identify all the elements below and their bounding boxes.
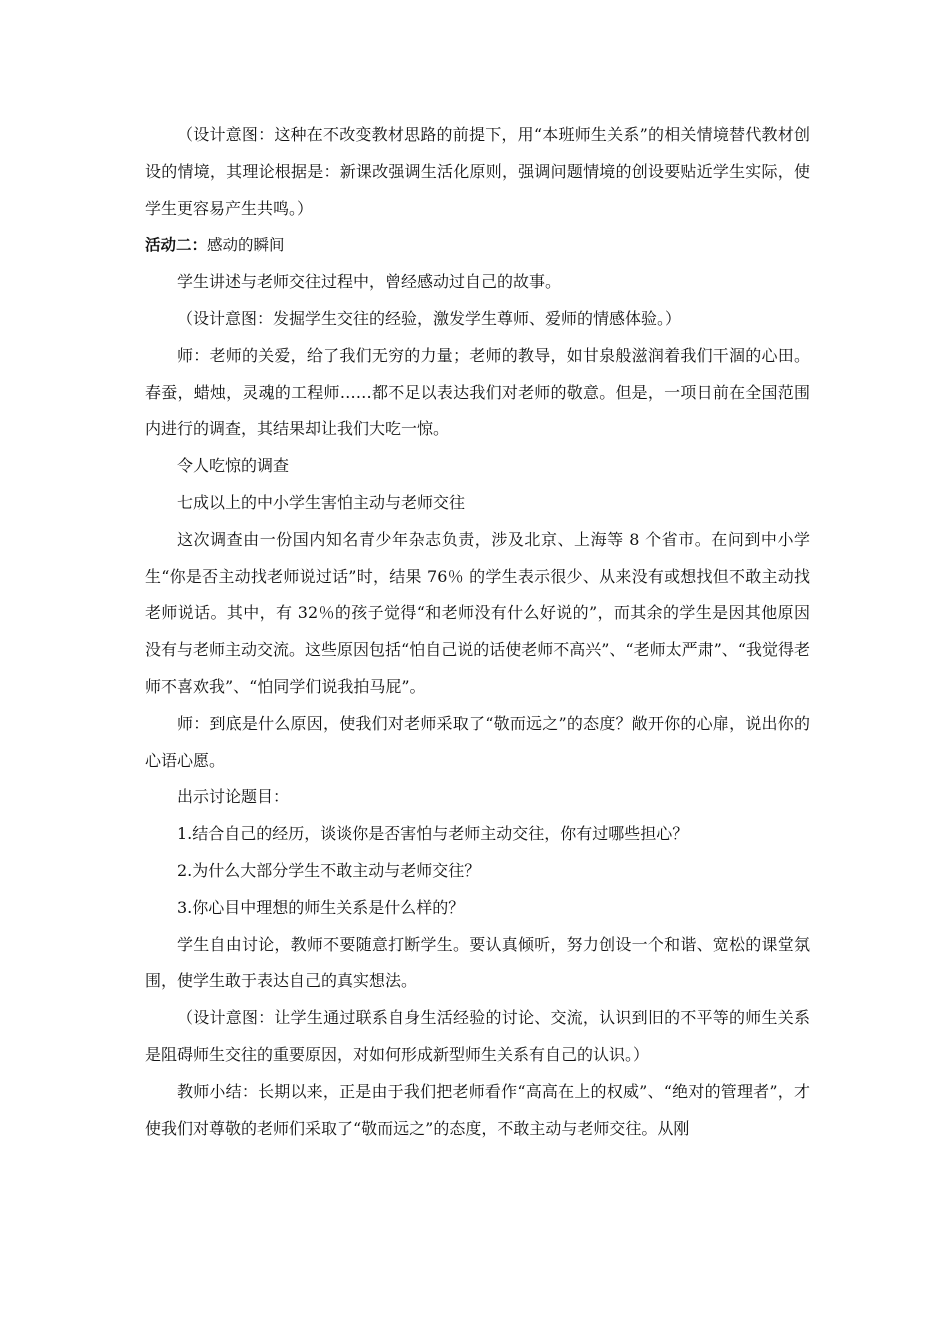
survey-body-paragraph: 这次调查由一份国内知名青少年杂志负责，涉及北京、上海等 8 个省市。在问到中小学生“你是否主动找老师说过话”时，结果 76％ 的学生表示很少、从来没有或想找但不敢主动找老师说话。其中，有 32％的孩子觉得“和老师没有什么好说的”，而其余的学生是因其他原因没有与老师主动交流。这些原因包括“怕自己说的话使老师不高兴”、“老师太严肃”、“我觉得老师不喜欢我”、“怕同学们说我拍马屁”。 bbox=[145, 529, 810, 696]
design-intent-note-1: （设计意图：这种在不改变教材思路的前提下，用“本班师生关系”的相关情境替代教材创设的情境，其理论根据是：新课改强调生活化原则，强调问题情境的创设要贴近学生实际，使学生更容易产生共鸣。） bbox=[145, 125, 810, 218]
activity-heading bbox=[145, 227, 810, 264]
design-intent-note-2: （设计意图：发掘学生交往的经验，激发学生尊师、爱师的情感体验。） bbox=[177, 308, 682, 328]
discussion-question-3: 3.你心目中理想的师生关系是什么样的？ bbox=[177, 897, 465, 917]
activity-label: 活动二： bbox=[145, 236, 208, 255]
survey-title: 令人吃惊的调查 bbox=[177, 456, 290, 476]
survey-subtitle: 七成以上的中小学生害怕主动与老师交往 bbox=[177, 492, 466, 512]
teacher-question-paragraph: 师：到底是什么原因，使我们对老师采取了“敬而远之”的态度？敞开你的心扉，说出你的心语心愿。 bbox=[145, 713, 810, 770]
teacher-remark-paragraph: 师：老师的关爱，给了我们无穷的力量；老师的教导，如甘泉般滋润着我们干涸的心田。春蚕，蜡烛，灵魂的工程师……都不足以表达我们对老师的敬意。但是，一项日前在全国范围内进行的调查，其结果却让我们大吃一惊。 bbox=[145, 345, 810, 439]
document-page bbox=[145, 117, 810, 1147]
free-discussion-paragraph: 学生自由讨论，教师不要随意打断学生。要认真倾听，努力创设一个和谐、宽松的课堂氛围，使学生敢于表达自己的真实想法。 bbox=[145, 934, 810, 991]
activity-title: 感动的瞬间 bbox=[207, 236, 285, 255]
student-story-paragraph: 学生讲述与老师交往过程中，曾经感动过自己的故事。 bbox=[177, 272, 562, 292]
teacher-summary-paragraph: 教师小结：长期以来，正是由于我们把老师看作“高高在上的权威”、“绝对的管理者”，才使我们对尊敬的老师们采取了“敬而远之”的态度，不敢主动与老师交往。从刚 bbox=[145, 1081, 810, 1138]
discussion-question-2: 2.为什么大部分学生不敢主动与老师交往？ bbox=[177, 860, 481, 880]
discussion-intro: 出示讨论题目： bbox=[177, 787, 290, 807]
discussion-question-1: 1.结合自己的经历，谈谈你是否害怕与老师主动交往，你有过哪些担心？ bbox=[177, 824, 689, 844]
design-intent-note-3: （设计意图：让学生通过联系自身生活经验的讨论、交流，认识到旧的不平等的师生关系是阻碍师生交往的重要原因，对如何形成新型师生关系有自己的认识。） bbox=[145, 1008, 810, 1064]
